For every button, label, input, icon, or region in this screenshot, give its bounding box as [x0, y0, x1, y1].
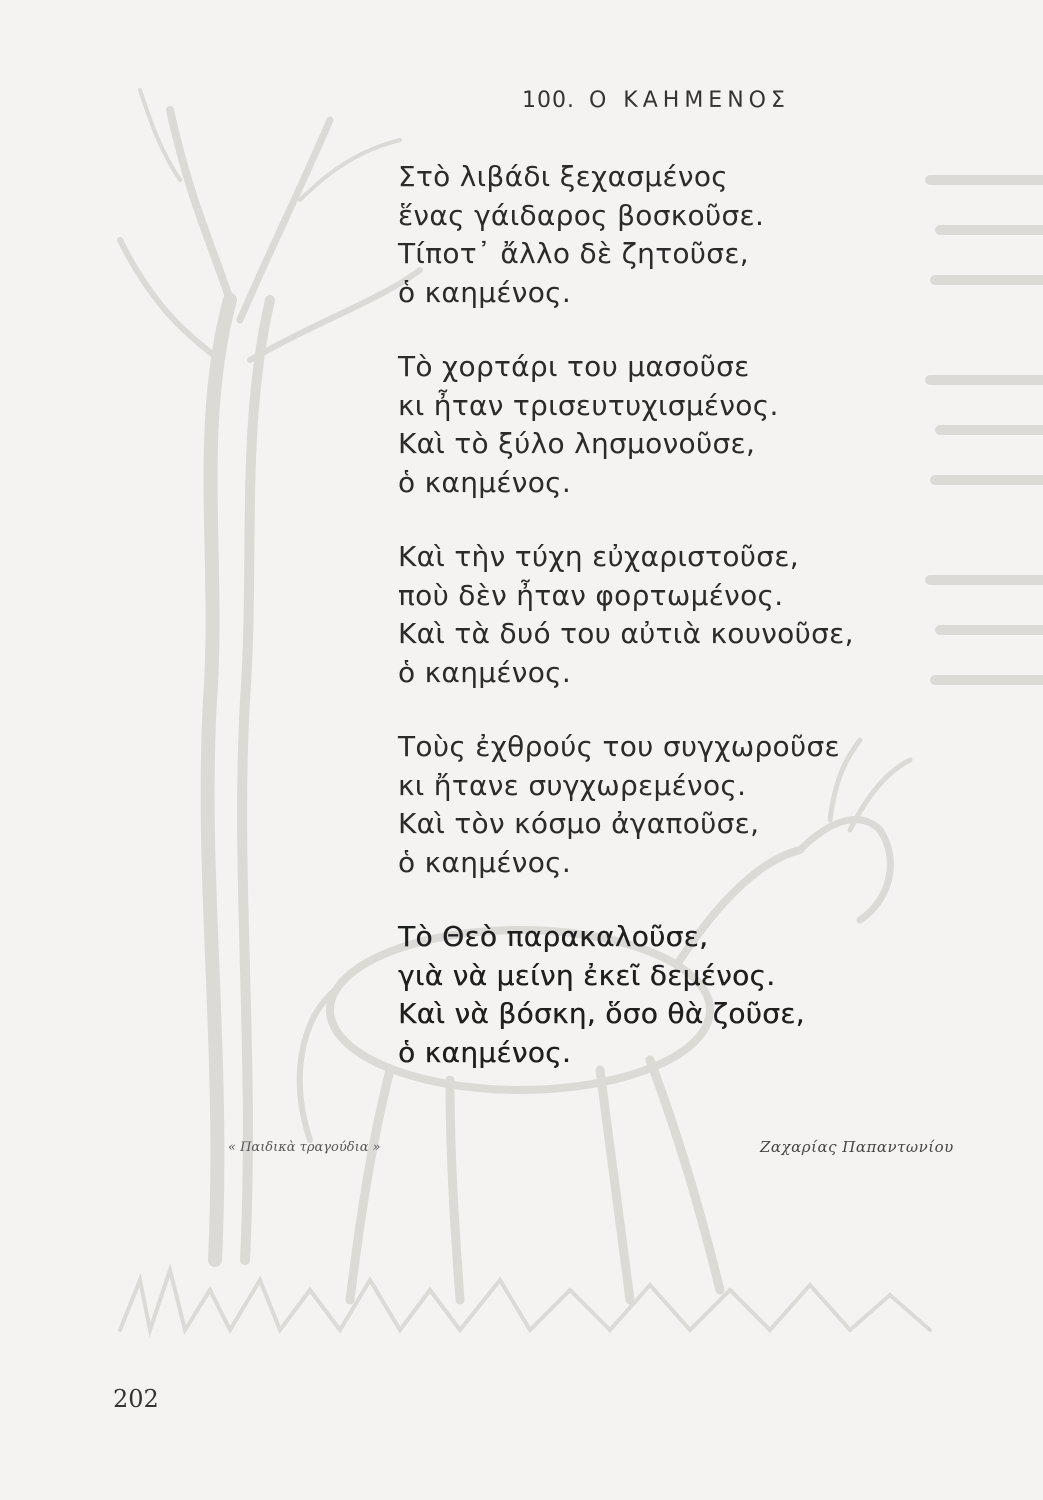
stanza: [398, 348, 998, 502]
page-number: 202: [113, 1385, 159, 1413]
stanza: [398, 538, 998, 692]
stanza: [398, 918, 998, 1072]
stanza: [398, 728, 998, 882]
poem-line: ὁ καημένος.: [398, 1035, 572, 1069]
source-citation: « Παιδικὰ τραγούδια »: [228, 1140, 381, 1155]
poem-line: κι ἤτανε συγχωρεμένος.: [398, 768, 747, 802]
poem-line: Τὸ χορτάρι του μασοῦσε: [398, 350, 750, 383]
poem-line: Καὶ τὰ δυό του αὐτιὰ κουνοῦσε,: [398, 617, 854, 650]
poem-line: γιὰ νὰ μείνη ἐκεῖ δεμένος.: [398, 958, 776, 992]
poem-line: ὁ καημένος.: [398, 275, 572, 309]
poem-line: ὁ καημένος.: [398, 655, 572, 689]
stanza: [398, 158, 998, 312]
poem-line: ὁ καημένος.: [398, 845, 572, 879]
poem-line: ἕνας γάιδαρος βοσκοῦσε.: [398, 198, 765, 232]
poem-line: Καὶ τὸν κόσμο ἀγαποῦσε,: [398, 807, 760, 840]
poem-line: Καὶ τὸ ξύλο λησμονοῦσε,: [398, 427, 756, 460]
author-name: Ζαχαρίας Παπαντωνίου: [760, 1138, 954, 1156]
poem-line: Τίποτ᾽ ἄλλο δὲ ζητοῦσε,: [398, 237, 749, 270]
poem-line: Τὸ Θεὸ παρακαλοῦσε,: [398, 920, 709, 953]
poem-number: 100.: [522, 88, 575, 113]
poem-line: ποὺ δὲν ἦταν φορτωμένος.: [398, 578, 784, 612]
poem-line: Καὶ νὰ βόσκη, ὅσο θὰ ζοῦσε,: [398, 997, 805, 1030]
poem-line: κι ἦταν τρισευτυχισμένος.: [398, 388, 779, 422]
poem-line: Καὶ τὴν τύχη εὐχαριστοῦσε,: [398, 540, 799, 573]
poem-line: Τοὺς ἐχθρούς του συγχωροῦσε: [398, 730, 840, 763]
poem-title-text: Ο ΚΑΗΜΕΝΟΣ: [588, 88, 790, 113]
poem-body: [398, 158, 998, 1108]
poem-line: ὁ καημένος.: [398, 465, 572, 499]
poem-line: Στὸ λιβάδι ξεχασμένος: [398, 160, 729, 193]
poem-title: [522, 88, 790, 113]
